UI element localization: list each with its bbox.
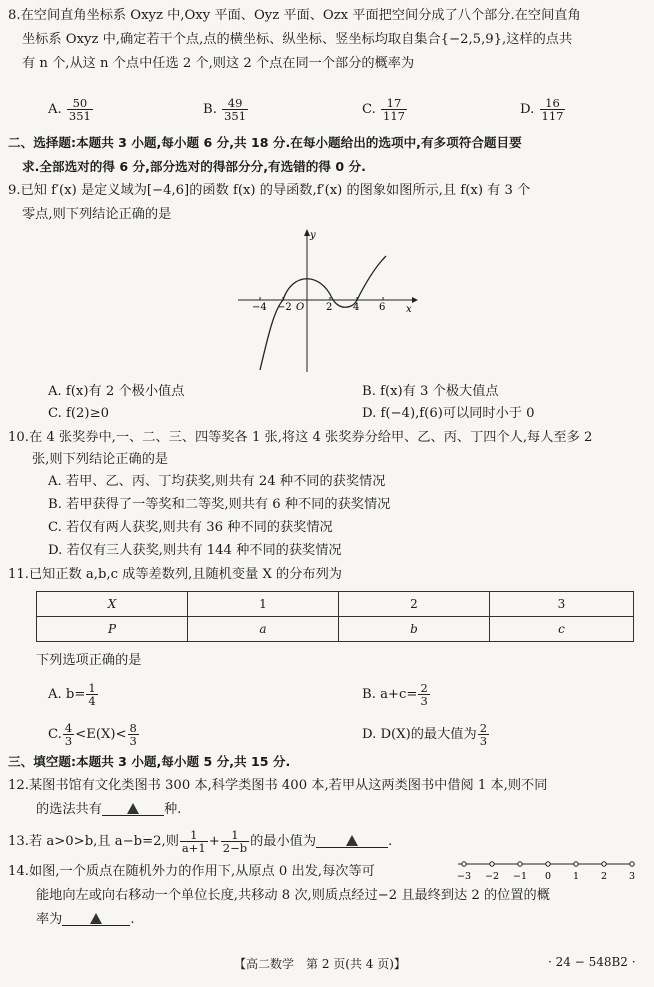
q14-line3: 率为 . <box>36 912 135 927</box>
tick-4: 4 <box>353 302 360 313</box>
q8-option-d: D. $\frac{16}{117}$ <box>520 96 564 123</box>
nl-tick: −2 <box>484 871 500 882</box>
nl-tick: 0 <box>544 871 552 882</box>
answer-blank[interactable] <box>316 833 388 848</box>
triangle-icon <box>90 913 102 924</box>
answer-blank[interactable] <box>62 911 130 926</box>
q10-option-a: A. 若甲、乙、丙、丁均获奖,则共有 24 种不同的获奖情况 <box>48 474 386 489</box>
q11-option-d: D. D(X)的最大值为 $\frac{2}{3}$ <box>362 721 488 748</box>
option-label: A. <box>48 102 62 117</box>
option-label: C. <box>362 102 376 117</box>
q10-line2: 张,则下列结论正确的是 <box>32 452 169 467</box>
q8-option-b: B. $\frac{49}{351}$ <box>203 96 247 123</box>
triangle-icon <box>346 835 358 846</box>
tick-neg4: −4 <box>252 302 267 313</box>
q9-option-a: A. f(x)有 2 个极小值点 <box>48 384 185 399</box>
page-code: · 24 − 548B2 · <box>548 955 636 969</box>
distribution-table <box>36 591 634 642</box>
section3-heading: 三、填空题:本题共 3 小题,每小题 5 分,共 15 分. <box>8 754 291 769</box>
q11-line2: 下列选项正确的是 <box>36 653 142 668</box>
derivative-graph <box>230 226 420 376</box>
origin-label: O <box>296 302 305 313</box>
table-cell: 1 <box>188 592 339 617</box>
q10-line1: 10.在 4 张奖券中,一、二、三、四等奖各 1 张,将这 4 张奖券分给甲、乙、丙、丁四个人,每人至多 2 <box>8 430 593 445</box>
y-axis-label: y <box>310 230 316 241</box>
q14-line2: 能地向左或向右移动一个单位长度,共移动 8 次,则质点经过−2 且最终到达 2 的位置的概 <box>36 888 550 903</box>
q8-line2: 坐标系 Oxyz 中,确定若干个点,点的横坐标、纵坐标、竖坐标均取自集合{−2,5,9},这样的点共 <box>22 32 573 47</box>
q13-line: 13.若 a>0>b,且 a−b=2,则 $\frac{1}{a+1}$ + $\frac{1}{2-b}$ 的最小值为 . <box>8 828 393 855</box>
q11-option-b: B. a+c= $\frac{2}{3}$ <box>362 681 428 708</box>
q11-line1: 11.已知正数 a,b,c 成等差数列,且随机变量 X 的分布列为 <box>8 567 342 582</box>
q10-option-c: C. 若仅有两人获奖,则共有 36 种不同的获奖情况 <box>48 520 333 535</box>
page-footer: 【高二数学 第 2 页(共 4 页)】 <box>234 957 406 971</box>
q9-option-d: D. f(−4),f(6)可以同时小于 0 <box>362 406 535 421</box>
answer-blank[interactable] <box>102 801 164 816</box>
table-row <box>37 617 634 642</box>
q8-line3: 有 n 个,从这 n 个点中任选 2 个,则这 2 个点在同一个部分的概率为 <box>22 56 415 71</box>
q14-line1: 14.如图,一个质点在随机外力的作用下,从原点 0 出发,每次等可 <box>8 864 375 879</box>
nl-tick: 3 <box>628 871 636 882</box>
section2-line2: 求.全部选对的得 6 分,部分选对的得部分分,有选错的得 0 分. <box>22 159 366 174</box>
q10-option-d: D. 若仅有三人获奖,则共有 144 种不同的获奖情况 <box>48 543 342 558</box>
table-cell: X <box>37 592 188 617</box>
derivative-curve <box>260 256 386 370</box>
tick-neg2: −2 <box>277 302 292 313</box>
q11-option-c: C. $\frac{4}{3}$ <E(X)< $\frac{8}{3}$ <box>48 721 137 748</box>
table-cell: 3 <box>490 592 634 617</box>
table-cell: P <box>37 617 188 642</box>
nl-tick: 1 <box>572 871 580 882</box>
number-line <box>452 858 642 884</box>
option-label: D. <box>520 102 535 117</box>
section2-line1: 二、选择题:本题共 3 小题,每小题 6 分,共 18 分.在每小题给出的选项中,有多项符合题目要 <box>8 135 522 150</box>
table-cell: a <box>188 617 339 642</box>
q9-line2: 零点,则下列结论正确的是 <box>22 207 172 222</box>
nl-tick: −3 <box>456 871 472 882</box>
nl-tick: −1 <box>512 871 528 882</box>
q9-option-c: C. f(2)≥0 <box>48 406 110 421</box>
tick-2: 2 <box>326 302 333 313</box>
tick-6: 6 <box>379 302 386 313</box>
q8-option-c: C. $\frac{17}{117}$ <box>362 96 405 123</box>
q9-line1: 9.已知 f′(x) 是定义域为[−4,6]的函数 f(x) 的导函数,f′(x) 的图象如图所示,且 f(x) 有 3 个 <box>8 183 531 198</box>
q8-line1: 8.在空间直角坐标系 Oxyz 中,Oxy 平面、Oyz 平面、Ozx 平面把空间分成了八个部分.在空间直角 <box>8 8 581 23</box>
q11-option-a: A. b= $\frac{1}{4}$ <box>48 681 96 708</box>
triangle-icon <box>127 803 139 814</box>
table-cell: b <box>339 617 490 642</box>
q10-option-b: B. 若甲获得了一等奖和二等奖,则共有 6 种不同的获奖情况 <box>48 497 391 512</box>
option-label: B. <box>203 102 217 117</box>
nl-tick: 2 <box>600 871 608 882</box>
table-row <box>37 592 634 617</box>
q12-line1: 12.某图书馆有文化类图书 300 本,科学类图书 400 本,若甲从这两类图书中借阅 1 本,则不同 <box>8 778 548 793</box>
q12-line2: 的选法共有 种. <box>36 802 182 817</box>
x-axis-label: x <box>406 304 412 315</box>
q8-option-a: A. $\frac{50}{351}$ <box>48 96 91 123</box>
table-cell: c <box>490 617 634 642</box>
q9-option-b: B. f(x)有 3 个极大值点 <box>362 384 499 399</box>
table-cell: 2 <box>339 592 490 617</box>
